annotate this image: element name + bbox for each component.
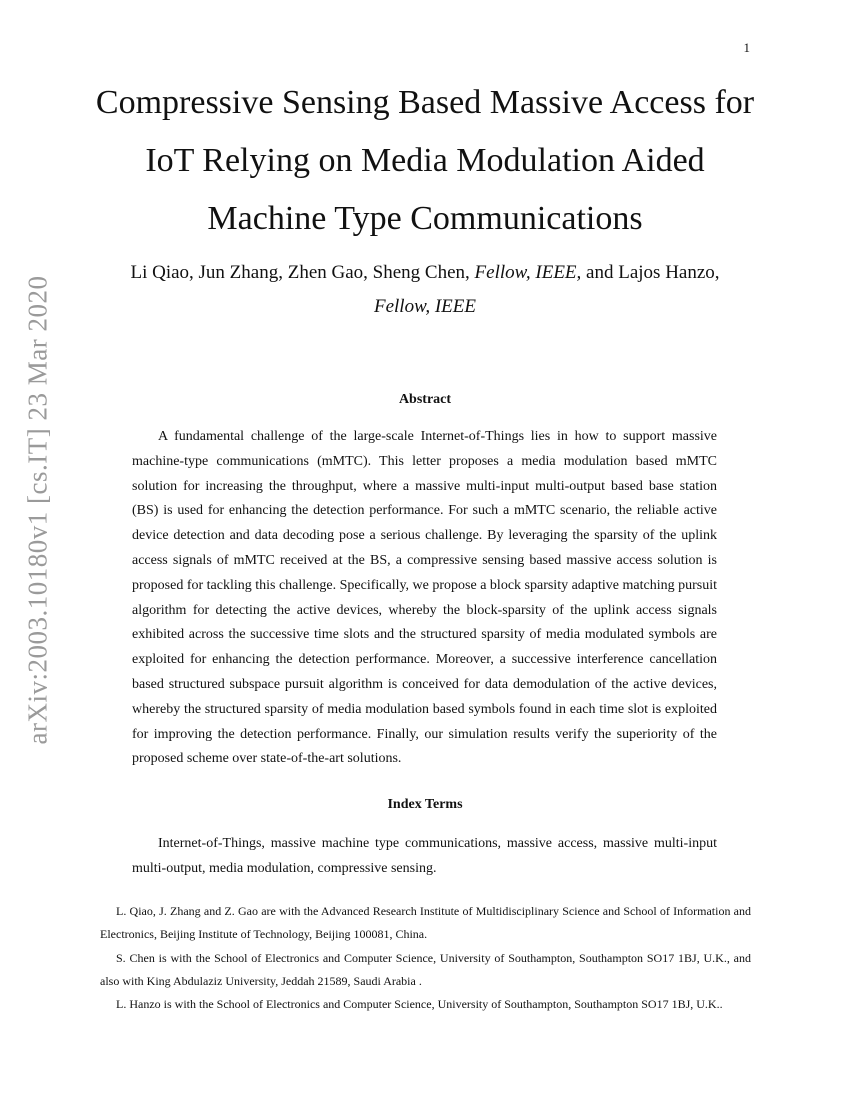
footnote-affiliation-bit: L. Qiao, J. Zhang and Z. Gao are with the Advanced Research Institute of Multidisciplinary Science and School of Information and Electronics, Beijing Institute of Technology, Beijing 100081, China.	[100, 904, 751, 942]
author-names-part2: and Lajos Hanzo,	[581, 262, 720, 283]
abstract-heading: Abstract	[398, 392, 452, 407]
paper-title: Compressive Sensing Based Massive Access for IoT Relying on Media Modulation Aided Machine Type Communications	[95, 84, 755, 237]
page-number: 1	[743, 40, 750, 55]
index-terms-heading: Index Terms	[387, 797, 463, 812]
author-fellow-title-2: Fellow, IEEE	[373, 296, 476, 317]
footnote-affiliation-chen: S. Chen is with the School of Electronics and Computer Science, University of Southampton, Southampton SO17 1BJ, U.K., and also with King Abdulaziz University, Jeddah 21589, Saudi Arabia .	[100, 950, 751, 988]
footnote-affiliation-hanzo: L. Hanzo is with the School of Electronics and Computer Science, University of Southampton, Southampton SO17 1BJ, U.K..	[116, 997, 723, 1012]
author-fellow-title-1: Fellow, IEEE,	[474, 262, 582, 283]
author-list	[120, 256, 730, 324]
author-names-part1: Li Qiao, Jun Zhang, Zhen Gao, Sheng Chen,	[130, 262, 475, 283]
index-terms-text: Internet-of-Things, massive machine type communications, massive access, massive multi-input multi-output, media modulation, compressive sensing.	[132, 836, 717, 876]
arxiv-identifier-stamp: arXiv:2003.10180v1 [cs.IT] 23 Mar 2020	[22, 275, 53, 745]
affiliation-footnotes	[100, 900, 751, 1016]
abstract-text: A fundamental challenge of the large-scale Internet-of-Things lies in how to support massive machine-type communications (mMTC). This letter proposes a media modulation based mMTC solution for increasing the throughput, where a massive multi-input multi-output based base station (BS) is used for enhancing the detection performance. For such a mMTC scenario, the reliable active device detection and data decoding pose a serious challenge. By leveraging the sparsity of the uplink access signals of mMTC received at the BS, a compressive sensing based massive access solution is proposed for tackling this challenge. Specifically, we propose a block sparsity adaptive matching pursuit algorithm for detecting the active devices, whereby the block-sparsity of the uplink access signals exhibited across the successive time slots and the structured sparsity of media modulated symbols are exploited for enhancing the detection performance. Moreover, a successive interference cancellation based structured subspace pursuit algorithm is conceived for data demodulation of the active devices, whereby the structured sparsity of media modulation based symbols found in each time slot is exploited for improving the detection performance. Finally, our simulation results verify the superiority of the proposed scheme over state-of-the-art solutions.	[132, 429, 717, 767]
